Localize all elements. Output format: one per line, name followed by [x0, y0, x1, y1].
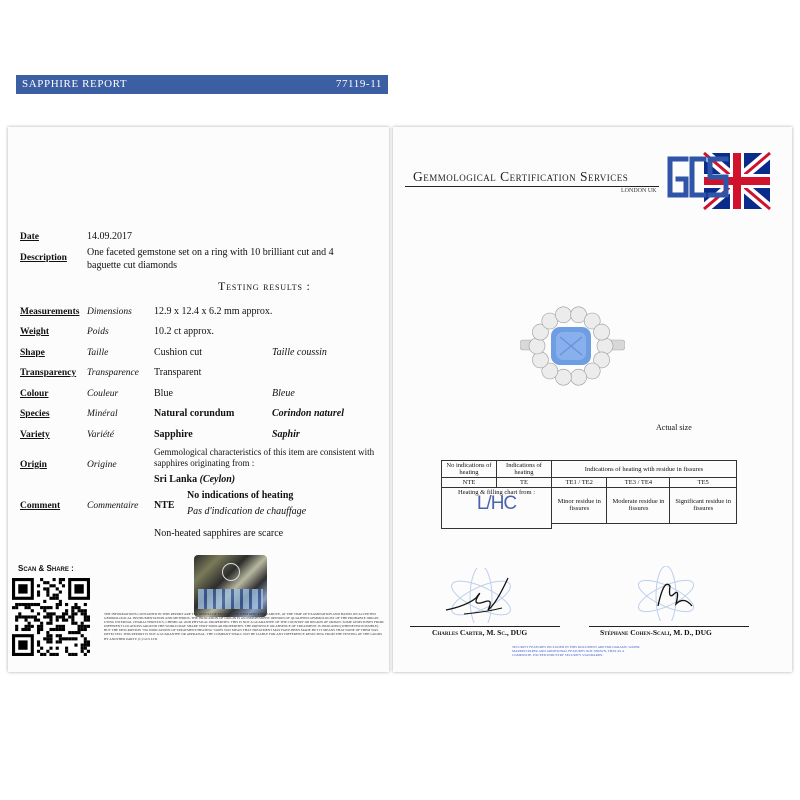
qr-module [37, 612, 40, 615]
qr-module [37, 584, 40, 587]
qr-module [56, 587, 59, 590]
qr-module [65, 619, 68, 622]
qr-module [12, 606, 15, 609]
qr-module [31, 615, 34, 618]
qr-module [74, 631, 77, 634]
qr-module [18, 615, 21, 618]
qr-module [87, 615, 90, 618]
qr-module [81, 647, 84, 650]
qr-module [71, 631, 74, 634]
qr-module [31, 603, 34, 606]
qr-module [18, 612, 21, 615]
heating-chart-table [441, 460, 737, 529]
qr-module [56, 653, 59, 656]
origin-text1: Gemmological characteristics of this item are consistent with [154, 447, 375, 457]
qr-module [71, 615, 74, 618]
description-line1: One faceted gemstone set on a ring with 10 brilliant cut and 4 [87, 247, 334, 258]
qr-module [68, 637, 71, 640]
qr-module [84, 637, 87, 640]
lmhc-logo: L/HC [476, 493, 517, 514]
qr-module [84, 625, 87, 628]
qr-module [74, 622, 77, 625]
qr-module [84, 644, 87, 647]
disclaimer-text: THE INFORMATIONS CONTAINED IN THIS REPORT ARE THE RESULT OF TESTING THE ITEM DESCRIBED ABOVE, AT THE TIME OF EXAMINATION AND BASED ON ACCEPTED GEMMOLOGICAL INSTRUMENTATION AND METHODS. THE INDICATION OF ORIGIN IS AN INDEPENDENT OPINION OF QUALIFIED GEMMOLOGIST OF THE PROBABLE ORIGIN USING INTERNAL CHARACTERISTICS, CHEMICAL AND PHYSICAL PROPERTIES. THIS IS NOT A GUARANTEE OF THE COUNTRY OR REGION OF ORIGIN. SOME GEMSTONES FROM DIFFERENT LOCATIONS AROUND THE WORLD MAY SHARE VERY SIMILAR PROPERTIES. THE PRESENCE OR ABSENCE OF TREATMENT IS INDICATED (WHENEVER POSSIBLE). BUT THE DESCRIPTION "NO INDICATIONS OF TREATMENT/HEATING" DOES NOT MEAN THAT TREATMENT MAY HAVE BEEN MADE BUT IT MEANS THAT NONE OF THEM WAS DETECTED. THIS REPORT IS NOT A GUARANTEE OR APPRAISAL. THE COMPANY SHALL NOT BE LIABLE FOR ANY DIFFERENCE RESULTING FROM THE TESTING OF THE GOODS BY ANOTHER PARTY. (C) GCS LTD [104, 612, 384, 641]
qr-module [49, 637, 52, 640]
row-value: Blue [154, 388, 173, 399]
halo-diamond [529, 338, 545, 354]
qr-module [62, 619, 65, 622]
qr-module [56, 603, 59, 606]
qr-module [49, 653, 52, 656]
code-nte: NTE [442, 478, 497, 488]
qr-module [15, 603, 18, 606]
qr-module [74, 606, 77, 609]
qr-module [43, 606, 46, 609]
qr-module [62, 637, 65, 640]
qr-module [40, 628, 43, 631]
ring-photo [520, 305, 625, 390]
qr-module [59, 628, 62, 631]
qr-module [24, 615, 27, 618]
qr-module [78, 609, 81, 612]
halo-diamond [597, 338, 613, 354]
qr-module [87, 640, 90, 643]
comment-label: Comment [20, 501, 61, 511]
desc-significant: Significant residue in fissures [670, 488, 737, 524]
origin-label: Origin [20, 460, 47, 470]
qr-module [78, 631, 81, 634]
gcs-logo [664, 151, 772, 211]
qr-module [59, 603, 62, 606]
qr-module [59, 615, 62, 618]
security-note: SECURITY FEATURES INCLUDED IN THIS DOCUMENT ARE HOLOGRAMS, WATER MARKED PAPER AND ADDITIONAL FEATURES NOT SHOWN, THAT AS A COMPOSITE, EXCEED INDUSTRY SECURITY STANDARDS. [512, 645, 640, 658]
qr-module [65, 647, 68, 650]
qr-module [24, 628, 27, 631]
qr-module [49, 622, 52, 625]
testing-results-heading: Testing results : [218, 279, 311, 293]
qr-module [15, 619, 18, 622]
qr-module [37, 594, 40, 597]
signatory-left: Charles Carter, M. Sc., DUG [432, 628, 528, 637]
chart-source-cell [442, 488, 552, 529]
qr-module [53, 612, 56, 615]
qr-module [15, 615, 18, 618]
halo-diamond [571, 369, 587, 385]
qr-module [71, 612, 74, 615]
code-te5: TE5 [670, 478, 737, 488]
qr-module [71, 622, 74, 625]
qr-module [65, 603, 68, 606]
qr-module [46, 634, 49, 637]
qr-module [34, 615, 37, 618]
qr-module [37, 631, 40, 634]
qr-module [46, 637, 49, 640]
qr-module [56, 640, 59, 643]
qr-module [37, 603, 40, 606]
signatory-right: Stéphane Cohen-Scali, M. D., DUG [600, 628, 712, 637]
row-value: 10.2 ct approx. [154, 326, 214, 337]
qr-module [62, 625, 65, 628]
qr-module [59, 640, 62, 643]
qr-module [40, 578, 43, 581]
row-label: Variety [20, 430, 50, 440]
qr-module [78, 628, 81, 631]
qr-module [43, 653, 46, 656]
row-label: Shape [20, 348, 45, 358]
qr-module [43, 587, 46, 590]
row-value: Transparent [154, 367, 202, 378]
qr-module [53, 584, 56, 587]
qr-module [84, 628, 87, 631]
qr-module [24, 603, 27, 606]
halo-diamond [532, 352, 548, 368]
qr-module [56, 619, 59, 622]
qr-module [46, 581, 49, 584]
qr-module [24, 606, 27, 609]
qr-module [59, 590, 62, 593]
origin-value: Sri Lanka (Ceylon) [154, 474, 236, 485]
qr-module [31, 625, 34, 628]
halo-diamond [555, 307, 571, 323]
qr-module [68, 631, 71, 634]
row-label: Weight [20, 327, 50, 337]
qr-module [53, 653, 56, 656]
date-label: Date [20, 232, 39, 242]
qr-module [49, 597, 52, 600]
qr-module [59, 578, 62, 581]
qr-module [81, 634, 84, 637]
qr-module [15, 625, 18, 628]
certificate-subtitle: LONDON UK [621, 188, 657, 194]
qr-module [18, 603, 21, 606]
row-value: Sapphire [154, 429, 193, 440]
qr-module [40, 606, 43, 609]
qr-module [43, 615, 46, 618]
table-row [442, 461, 737, 478]
qr-module [43, 600, 46, 603]
origin-label-fr: Origine [87, 460, 117, 470]
qr-module [81, 644, 84, 647]
qr-module [37, 640, 40, 643]
qr-module [81, 622, 84, 625]
qr-module [65, 612, 68, 615]
qr-module [53, 578, 56, 581]
qr-module [37, 625, 40, 628]
qr-module [46, 606, 49, 609]
date-value: 14.09.2017 [87, 231, 132, 242]
qr-module [84, 653, 87, 656]
desc-minor: Minor residue in fissures [552, 488, 607, 524]
code-te1-te2: TE1 / TE2 [552, 478, 607, 488]
qr-module [65, 650, 68, 653]
row-label-fr: Minéral [87, 409, 118, 419]
comment-en: No indications of heating [187, 490, 294, 501]
qr-module [37, 650, 40, 653]
desc-moderate: Moderate residue in fissures [607, 488, 670, 524]
title-rule [405, 186, 659, 187]
qr-module [65, 637, 68, 640]
qr-module [28, 615, 31, 618]
qr-module [84, 647, 87, 650]
qr-module [56, 594, 59, 597]
qr-module [78, 625, 81, 628]
qr-module [62, 612, 65, 615]
qr-module [40, 647, 43, 650]
qr-module [37, 628, 40, 631]
qr-module [59, 634, 62, 637]
qr-module [56, 597, 59, 600]
qr-module [28, 603, 31, 606]
qr-module [81, 650, 84, 653]
qr-module [84, 609, 87, 612]
qr-module [68, 653, 71, 656]
qr-module [81, 625, 84, 628]
qr-module [87, 644, 90, 647]
qr-module [87, 650, 90, 653]
qr-module [53, 597, 56, 600]
qr-module [81, 612, 84, 615]
description-line2: baguette cut diamonds [87, 260, 177, 271]
qr-module [62, 584, 65, 587]
comment-code: NTE [154, 500, 175, 511]
qr-module [37, 644, 40, 647]
qr-module [74, 653, 77, 656]
table-row [442, 478, 737, 488]
qr-module [59, 637, 62, 640]
qr-module [84, 603, 87, 606]
qr-module [49, 634, 52, 637]
qr-module [81, 609, 84, 612]
qr-module [56, 625, 59, 628]
qr-module [37, 590, 40, 593]
qr-module [87, 619, 90, 622]
qr-module [28, 625, 31, 628]
qr-module [34, 603, 37, 606]
qr-module [43, 637, 46, 640]
qr-module [28, 622, 31, 625]
qr-module [59, 581, 62, 584]
qr-module [46, 587, 49, 590]
qr-module [68, 615, 71, 618]
qr-module [84, 640, 87, 643]
qr-module [49, 619, 52, 622]
qr-module [46, 631, 49, 634]
qr-module [49, 612, 52, 615]
row-label-fr: Taille [87, 348, 109, 358]
qr-module [43, 609, 46, 612]
row-value: 12.9 x 12.4 x 6.2 mm approx. [154, 306, 273, 317]
qr-module [84, 619, 87, 622]
qr-module [31, 609, 34, 612]
row-value-fr: Taille coussin [272, 347, 327, 358]
report-header-bar [16, 75, 388, 94]
qr-module [81, 628, 84, 631]
comment-fr: Pas d'indication de chauffage [187, 506, 307, 517]
qr-module [40, 622, 43, 625]
signature-right [628, 566, 708, 621]
code-te: TE [497, 478, 552, 488]
qr-module [15, 628, 18, 631]
row-label-fr: Transparence [87, 368, 139, 378]
qr-module [49, 584, 52, 587]
qr-module [37, 619, 40, 622]
qr-module [74, 644, 77, 647]
qr-module [65, 609, 68, 612]
qr-module [78, 606, 81, 609]
table-row [442, 488, 737, 524]
row-value: Cushion cut [154, 347, 203, 358]
hologram-blue-band [198, 589, 263, 609]
qr-module [49, 615, 52, 618]
qr-module [34, 619, 37, 622]
qr-module [87, 625, 90, 628]
header-heating: Indications of heating [497, 461, 552, 478]
qr-module [59, 600, 62, 603]
qr-module [43, 581, 46, 584]
qr-module [74, 612, 77, 615]
qr-module [46, 615, 49, 618]
code-te3-te4: TE3 / TE4 [607, 478, 670, 488]
header-no-heating: No indications of heating [442, 461, 497, 478]
qr-module [46, 622, 49, 625]
qr-module [40, 653, 43, 656]
qr-module [49, 647, 52, 650]
row-label: Species [20, 409, 50, 419]
qr-module [28, 606, 31, 609]
qr-module [40, 625, 43, 628]
qr-module [71, 609, 74, 612]
qr-module [62, 628, 65, 631]
qr-module [49, 640, 52, 643]
row-value-fr: Saphir [272, 429, 300, 440]
signature-line-right [589, 626, 749, 627]
comment-label-fr: Commentaire [87, 501, 139, 511]
qr-code[interactable] [12, 578, 90, 656]
qr-module [56, 628, 59, 631]
qr-module [46, 640, 49, 643]
qr-module [28, 628, 31, 631]
qr-module [49, 606, 52, 609]
row-label: Colour [20, 389, 49, 399]
qr-module [21, 628, 24, 631]
row-value-fr: Bleue [272, 388, 295, 399]
qr-module [24, 625, 27, 628]
qr-module [84, 612, 87, 615]
row-label: Measurements [20, 307, 80, 317]
qr-module [56, 615, 59, 618]
qr-module [62, 578, 65, 581]
qr-module [59, 625, 62, 628]
qr-module [21, 615, 24, 618]
qr-module [74, 637, 77, 640]
qr-module [56, 647, 59, 650]
row-label-fr: Dimensions [87, 307, 132, 317]
row-label: Transparency [20, 368, 77, 378]
header-heating-residue: Indications of heating with residue in fissures [552, 461, 737, 478]
row-label-fr: Variété [87, 430, 114, 440]
qr-module [46, 650, 49, 653]
signature-line-left [410, 626, 560, 627]
hologram-seal [194, 555, 267, 617]
qr-module [84, 615, 87, 618]
qr-module [53, 594, 56, 597]
qr-module [56, 634, 59, 637]
qr-module [53, 628, 56, 631]
halo-diamond [594, 324, 610, 340]
comment-note: Non-heated sapphires are scarce [154, 528, 284, 539]
qr-module [56, 606, 59, 609]
chart-source-label: Heating & filling chart from : [457, 489, 536, 496]
origin-text2: sapphires originating from : [154, 458, 255, 468]
origin-value-paren: (Ceylon) [199, 474, 236, 485]
qr-module [71, 653, 74, 656]
qr-module [46, 594, 49, 597]
row-value: Natural corundum [154, 408, 235, 419]
actual-size-label: Actual size [656, 423, 692, 432]
row-label-fr: Poids [87, 327, 109, 337]
row-label-fr: Couleur [87, 389, 119, 399]
row-value-fr: Corindon naturel [272, 408, 344, 419]
qr-module [74, 603, 77, 606]
qr-module [46, 612, 49, 615]
qr-module [71, 637, 74, 640]
report-title: SAPPHIRE REPORT [22, 78, 128, 90]
report-number: 77119-11 [335, 78, 382, 90]
qr-module [71, 606, 74, 609]
qr-module [49, 628, 52, 631]
qr-module [21, 603, 24, 606]
scan-share-label: Scan & Share : [18, 564, 74, 573]
qr-module [71, 619, 74, 622]
qr-module [15, 606, 18, 609]
hologram-emblem [222, 563, 240, 581]
qr-module [46, 590, 49, 593]
certificate-title: Gemmological Certification Services [413, 169, 629, 184]
qr-module [24, 619, 27, 622]
signature-left [436, 568, 526, 623]
description-label: Description [20, 253, 67, 263]
qr-module [62, 615, 65, 618]
